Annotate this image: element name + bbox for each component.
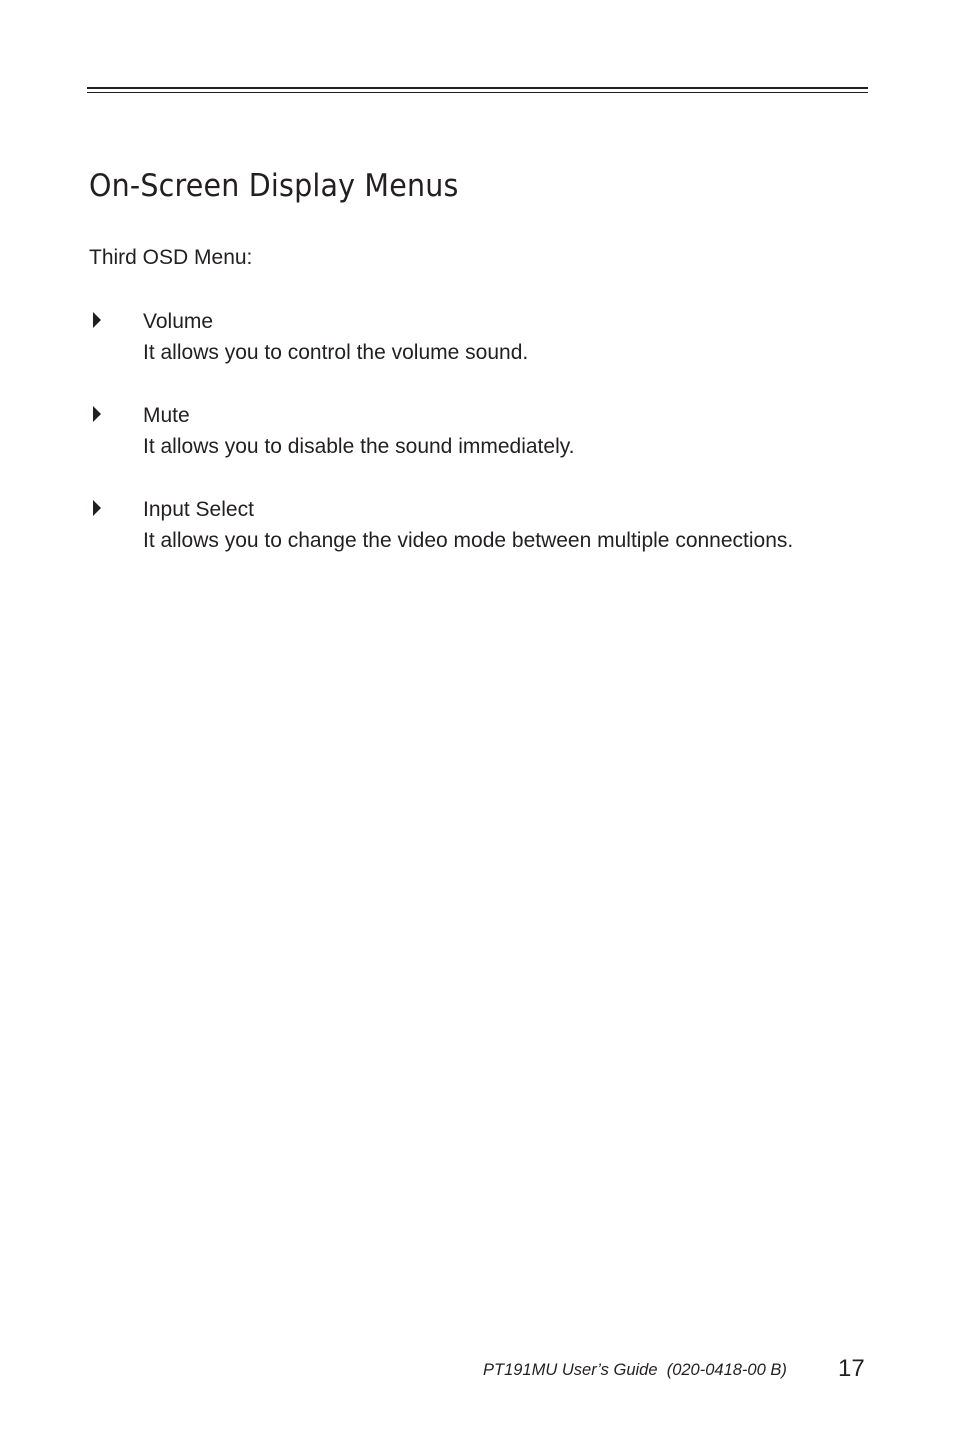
item-title: Volume xyxy=(143,310,214,333)
item-description: It allows you to change the video mode between multiple connections. xyxy=(143,529,794,552)
intro-text: Third OSD Menu: xyxy=(89,246,253,269)
triangle-right-icon xyxy=(93,406,101,422)
item-description: It allows you to control the volume sound. xyxy=(143,341,529,364)
page-title: On-Screen Display Menus xyxy=(89,168,459,204)
footer-guide-title: PT191MU User’s Guide (020-0418-00 B) xyxy=(483,1361,787,1379)
item-description: It allows you to disable the sound immediately. xyxy=(143,435,575,458)
triangle-right-icon xyxy=(93,312,101,328)
triangle-right-icon xyxy=(93,500,101,516)
list-item-text xyxy=(143,400,575,462)
list-item-text xyxy=(143,494,793,556)
list-item-input-select xyxy=(89,494,879,588)
list-item-text xyxy=(143,306,528,368)
header-rule-thick xyxy=(87,87,868,89)
page-number: 17 xyxy=(838,1355,865,1382)
list-item-mute xyxy=(89,400,879,494)
header-rule-thin xyxy=(87,92,868,93)
item-title: Input Select xyxy=(143,498,254,521)
menu-item-list xyxy=(89,306,879,588)
item-title: Mute xyxy=(143,404,190,427)
list-item-volume xyxy=(89,306,879,400)
